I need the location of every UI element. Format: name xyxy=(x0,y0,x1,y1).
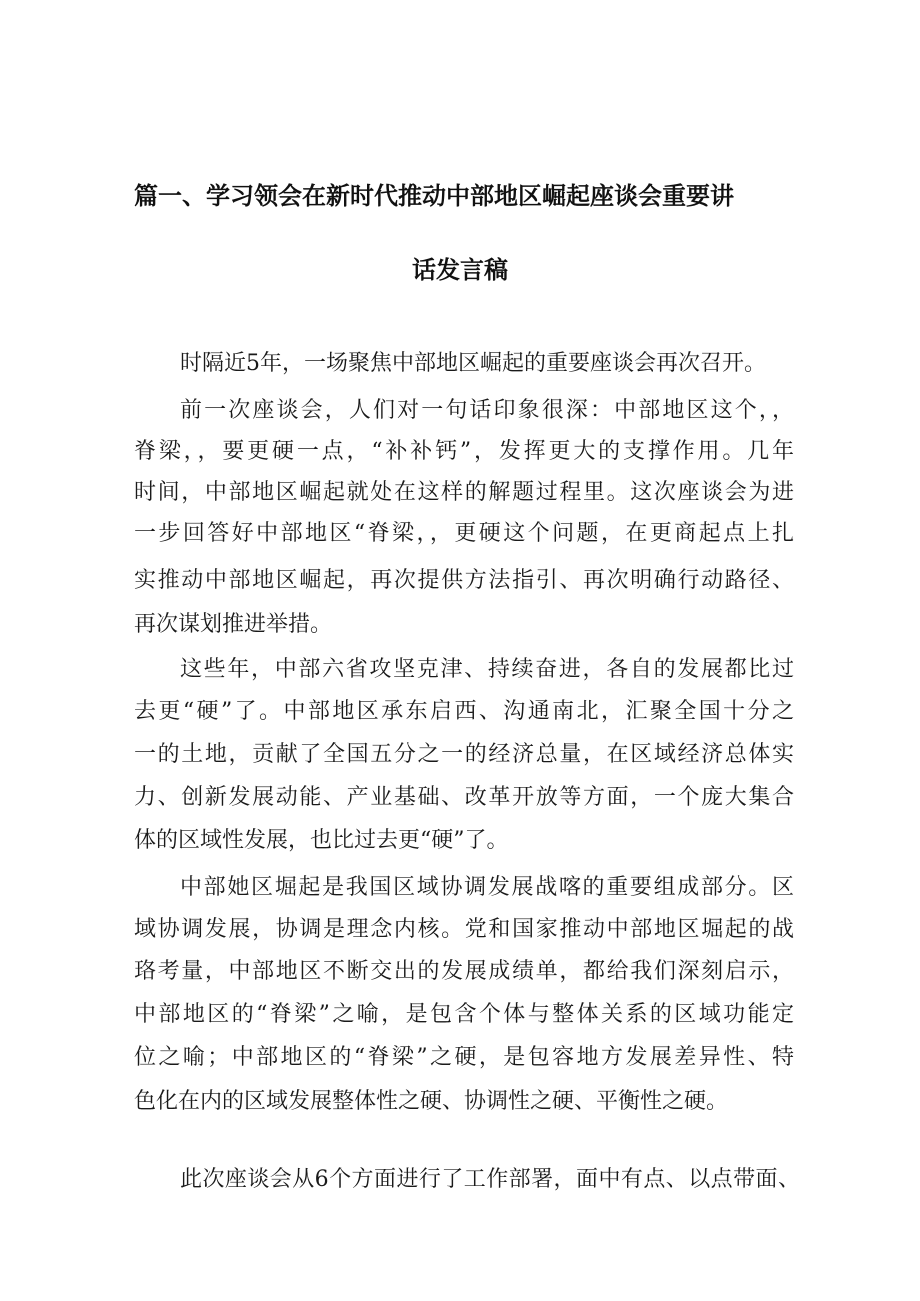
paragraph-line: 时隔近5年，一场聚焦中部地区崛起的重要座谈会再次召开。 xyxy=(180,351,766,376)
paragraph-line: 实推动中部地区崛起，再次提供方法指引、再次明确行动路径、 xyxy=(134,568,794,593)
paragraph-line: 体的区域性发展，也比过去更“硬”了。 xyxy=(134,828,509,853)
paragraph-line: 这些年，中部六省攻坚克津、持续奋进，各自的发展都比过 xyxy=(180,657,794,682)
paragraph-line: 前一次座谈会，人们对一句话印象很深：中部地区这个，， xyxy=(180,398,794,423)
paragraph-line: 脊梁，，要更硬一点，“补补钙”，发挥更大的支撑作用。几年 xyxy=(134,439,794,464)
paragraph-line: 中部她区堀起是我国区域协调发展战喀的重要组成部分。区 xyxy=(180,875,794,900)
paragraph-line: 再次谋划推进举措。 xyxy=(134,612,333,637)
paragraph-line: 位之喻；中部地区的“脊梁”之硬，是包容地方发展差异性、特 xyxy=(134,1045,794,1070)
paragraph-line: 域协调发展，协调是理念内核。党和国家推动中部地区堀起的战 xyxy=(134,917,794,942)
document-title-line-1: 篇一、学习领会在新时代推动中部地区崛起座谈会重要讲 xyxy=(134,182,734,210)
paragraph-line: 此次座谈会从6个方面进行了工作部署，面中有点、以点带面、 xyxy=(180,1167,800,1192)
paragraph-line: 色化在内的区域发展整体性之硬、协调性之硬、平衡性之硬。 xyxy=(134,1089,729,1114)
paragraph-line: 珞考量，中部地区不断交出的发展成绩单，都给我们深刻启示， xyxy=(134,959,794,984)
paragraph-line: 一的土地，贡献了全国五分之一的经济总量，在区域经济总体实 xyxy=(134,742,794,767)
paragraph-line: 力、创新发展动能、产业基础、改革开放等方面，一个庞大集合 xyxy=(134,785,794,810)
paragraph-line: 一步回答好中部地区“脊梁，，更硬这个问题，在更商起点上扎 xyxy=(134,521,794,546)
document-title-line-2: 话发言稿 xyxy=(412,256,508,284)
paragraph-line: 中部地区的“脊梁”之喻，是包含个体与整体关系的区域功能定 xyxy=(134,1002,794,1027)
paragraph-line: 去更“硬”了。中部地区承东启西、沟通南北，汇聚全国十分之 xyxy=(134,699,794,724)
paragraph-line: 时间，中部地区崛起就处在这样的解题过程里。这次座谈会为进 xyxy=(134,480,794,505)
